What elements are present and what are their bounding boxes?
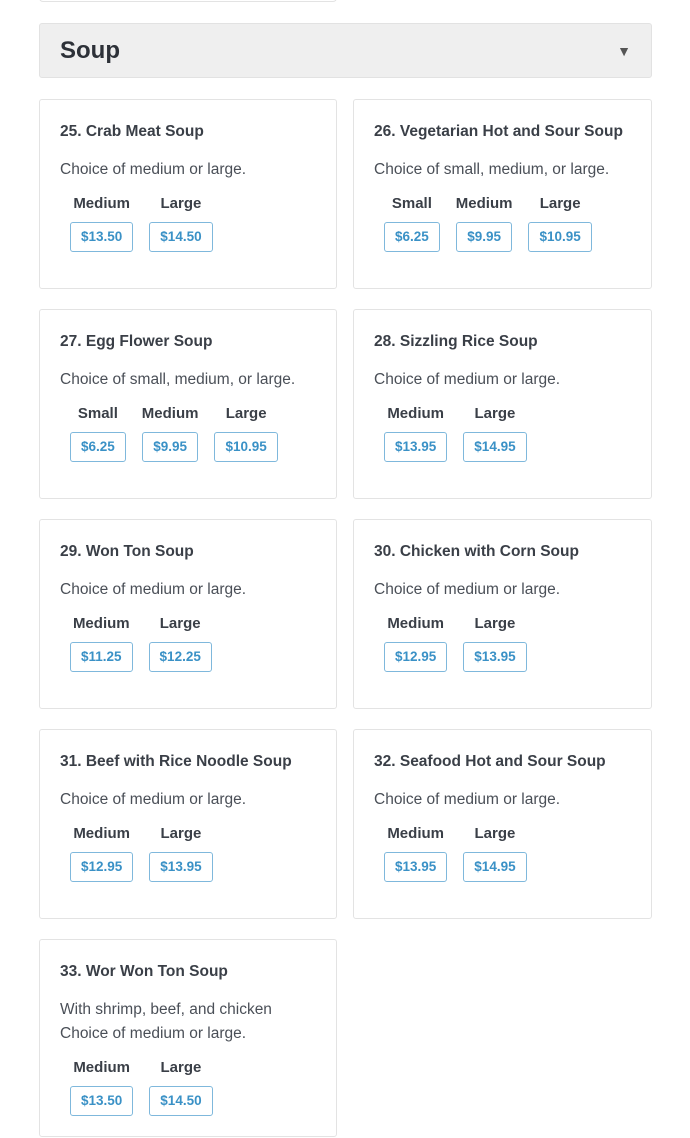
size-label: Large <box>160 1059 202 1076</box>
price-button[interactable]: $14.50 <box>149 1086 212 1116</box>
size-label: Medium <box>387 405 444 422</box>
section-title: Soup <box>60 36 120 64</box>
menu-item-description: Choice of medium or large. <box>60 581 247 598</box>
menu-item-card <box>39 939 337 1137</box>
price-options <box>374 194 631 252</box>
menu-item-description: Choice of medium or large. <box>374 791 561 808</box>
price-options <box>60 194 316 252</box>
size-label: Large <box>474 825 516 842</box>
price-option <box>456 194 513 252</box>
price-options <box>374 404 631 462</box>
caret-down-icon[interactable]: ▼ <box>617 42 631 59</box>
price-option <box>214 404 277 462</box>
menu-item-description: Choice of medium or large. <box>374 371 561 388</box>
menu-item-card <box>39 309 337 499</box>
price-option <box>149 194 212 252</box>
menu-item-title: 26. Vegetarian Hot and Sour Soup <box>374 123 623 140</box>
price-button[interactable]: $14.50 <box>149 222 212 252</box>
price-option <box>70 194 133 252</box>
size-label: Large <box>474 615 516 632</box>
price-button[interactable]: $6.25 <box>70 432 126 462</box>
menu-item-description: Choice of small, medium, or large. <box>60 371 296 388</box>
price-option <box>384 614 447 672</box>
size-label: Medium <box>141 405 199 422</box>
price-option <box>149 1058 212 1116</box>
price-option <box>384 194 440 252</box>
size-label: Small <box>77 405 118 422</box>
price-button[interactable]: $13.50 <box>70 222 133 252</box>
size-label: Medium <box>73 825 130 842</box>
size-label: Large <box>160 825 202 842</box>
menu-item-title: 31. Beef with Rice Noodle Soup <box>60 753 292 770</box>
menu-item-title: 27. Egg Flower Soup <box>60 333 213 350</box>
price-button[interactable]: $12.25 <box>149 642 212 672</box>
menu-item-card <box>39 99 337 289</box>
size-label: Medium <box>387 615 444 632</box>
price-option <box>384 824 447 882</box>
price-button[interactable]: $14.95 <box>463 432 526 462</box>
size-label: Large <box>539 195 581 212</box>
price-option <box>463 824 526 882</box>
price-options <box>60 1058 316 1116</box>
menu-item-title: 29. Won Ton Soup <box>60 543 194 560</box>
size-label: Medium <box>387 825 444 842</box>
menu-item-card <box>39 729 337 919</box>
section-header-soup[interactable] <box>39 23 652 78</box>
price-button[interactable]: $12.95 <box>384 642 447 672</box>
size-label: Medium <box>73 195 130 212</box>
price-button[interactable]: $11.25 <box>70 642 133 672</box>
price-button[interactable]: $13.95 <box>384 432 447 462</box>
menu-item-description: With shrimp, beef, and chicken Choice of medium or large. <box>60 1001 272 1042</box>
size-label: Large <box>159 615 201 632</box>
price-button[interactable]: $9.95 <box>142 432 198 462</box>
price-button[interactable]: $10.95 <box>214 432 277 462</box>
price-option <box>142 404 199 462</box>
price-option <box>528 194 591 252</box>
previous-card-edge <box>39 0 337 2</box>
size-label: Medium <box>73 1059 130 1076</box>
price-button[interactable]: $12.95 <box>70 852 133 882</box>
price-button[interactable]: $6.25 <box>384 222 440 252</box>
price-button[interactable]: $13.95 <box>149 852 212 882</box>
price-options <box>374 824 631 882</box>
menu-item-title: 25. Crab Meat Soup <box>60 123 204 140</box>
price-option <box>149 824 212 882</box>
menu-item-title: 33. Wor Won Ton Soup <box>60 963 228 980</box>
size-label: Medium <box>455 195 513 212</box>
price-option <box>463 404 526 462</box>
price-button[interactable]: $13.50 <box>70 1086 133 1116</box>
menu-item-card <box>353 729 652 919</box>
menu-item-description: Choice of small, medium, or large. <box>374 161 610 178</box>
menu-item-title: 28. Sizzling Rice Soup <box>374 333 538 350</box>
price-button[interactable]: $10.95 <box>528 222 591 252</box>
price-option <box>70 824 133 882</box>
price-options <box>60 824 316 882</box>
size-label: Small <box>391 195 432 212</box>
size-label: Large <box>160 195 202 212</box>
price-button[interactable]: $14.95 <box>463 852 526 882</box>
menu-item-card <box>353 309 652 499</box>
price-button[interactable]: $13.95 <box>463 642 526 672</box>
menu-item-description: Choice of medium or large. <box>374 581 561 598</box>
menu-item-card <box>353 99 652 289</box>
size-label: Large <box>225 405 267 422</box>
menu-item-title: 32. Seafood Hot and Sour Soup <box>374 753 606 770</box>
menu-item-title: 30. Chicken with Corn Soup <box>374 543 579 560</box>
price-option <box>384 404 447 462</box>
price-option <box>149 614 212 672</box>
menu-item-grid <box>39 99 652 1137</box>
menu-item-card <box>39 519 337 709</box>
price-options <box>374 614 631 672</box>
size-label: Medium <box>72 615 130 632</box>
price-option <box>463 614 526 672</box>
price-option <box>70 1058 133 1116</box>
menu-item-description: Choice of medium or large. <box>60 161 247 178</box>
price-button[interactable]: $13.95 <box>384 852 447 882</box>
price-options <box>60 614 316 672</box>
price-options <box>60 404 316 462</box>
price-button[interactable]: $9.95 <box>456 222 512 252</box>
price-option <box>70 404 126 462</box>
size-label: Large <box>474 405 516 422</box>
menu-item-card <box>353 519 652 709</box>
price-option <box>70 614 133 672</box>
menu-item-description: Choice of medium or large. <box>60 791 247 808</box>
